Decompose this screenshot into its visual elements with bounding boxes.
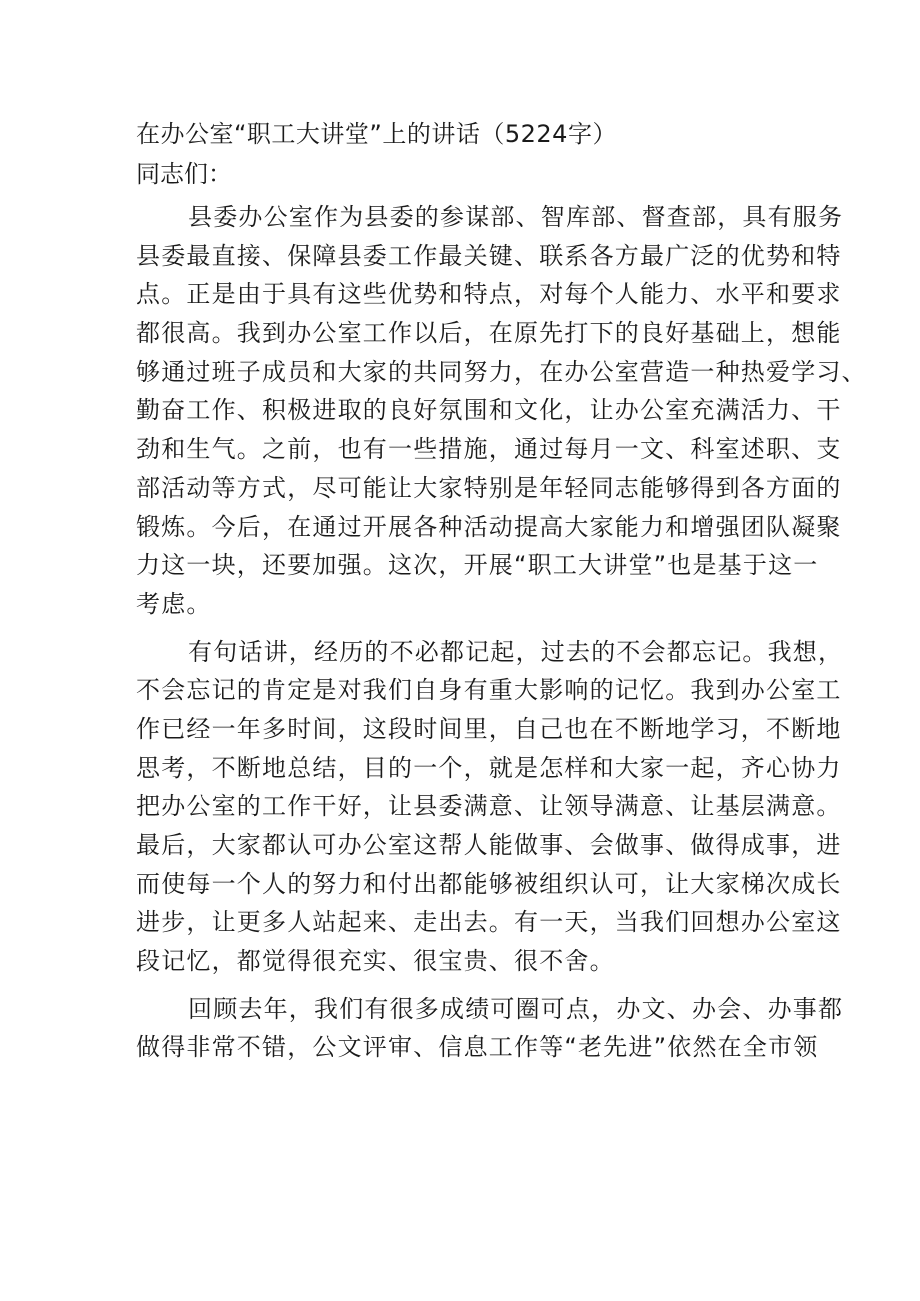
text-line: 考虑。 [136,589,212,618]
text-line: 点。正是由于具有这些优势和特点，对每个人能力、水平和要求 [136,280,842,309]
text-line: 劲和生气。之前，也有一些措施，通过每月一文、科室述职、支 [136,435,842,464]
text-line: 县委最直接、保障县委工作最关键、联系各方最广泛的优势和特 [136,241,842,270]
text-line: 力这一块，还要加强。这次，开展“职工大讲堂”也是基于这一 [136,551,819,580]
text-line: 最后，大家都认可办公室这帮人能做事、会做事、做得成事，进 [136,831,842,859]
text-line: 进步，让更多人站起来、走出去。有一天，当我们回想办公室这 [136,908,842,937]
text-line: 把办公室的工作干好，让县委满意、让领导满意、让基层满意。 [136,792,842,821]
paragraph-1 [136,198,867,624]
text-line: 县委办公室作为县委的参谋部、智库部、督查部，具有服务 [188,203,844,231]
text-line: 不会忘记的肯定是对我们自身有重大影响的记忆。我到办公室工 [136,676,842,705]
paragraph-3 [136,990,856,1067]
text-line: 锻炼。今后，在通过开展各种活动提高大家能力和增强团队凝聚 [136,512,842,541]
text-line: 段记忆，都觉得很充实、很宝贵、很不舍。 [136,947,615,976]
text-line: 作已经一年多时间，这段时间里，自己也在不断地学习，不断地 [136,714,842,743]
text-line: 做得非常不错，公文评审、信息工作等“老先进”依然在全市领 [136,1033,819,1062]
document-body [136,198,867,1067]
text-line: 回顾去年，我们有很多成绩可圈可点，办文、办会、办事都 [188,994,844,1023]
text-line: 思考，不断地总结，目的一个，就是怎样和大家一起，齐心协力 [136,753,842,782]
salutation: 同志们： [136,160,232,188]
paragraph-2 [136,633,856,981]
document-title: 在办公室“职工大讲堂”上的讲话（5224字） [136,120,617,148]
text-line: 够通过班子成员和大家的共同努力，在办公室营造一种热爱学习、 [136,357,867,386]
text-line: 而使每一个人的努力和付出都能够被组织认可，让大家梯次成长 [136,869,842,898]
text-line: 勤奋工作、积极进取的良好氛围和文化，让办公室充满活力、干 [136,396,842,425]
text-line: 都很高。我到办公室工作以后，在原先打下的良好基础上，想能 [136,319,842,348]
text-line: 有句话讲，经历的不必都记起，过去的不会都忘记。我想， [188,637,844,666]
text-line: 部活动等方式，尽可能让大家特别是年轻同志能够得到各方面的 [136,473,842,502]
